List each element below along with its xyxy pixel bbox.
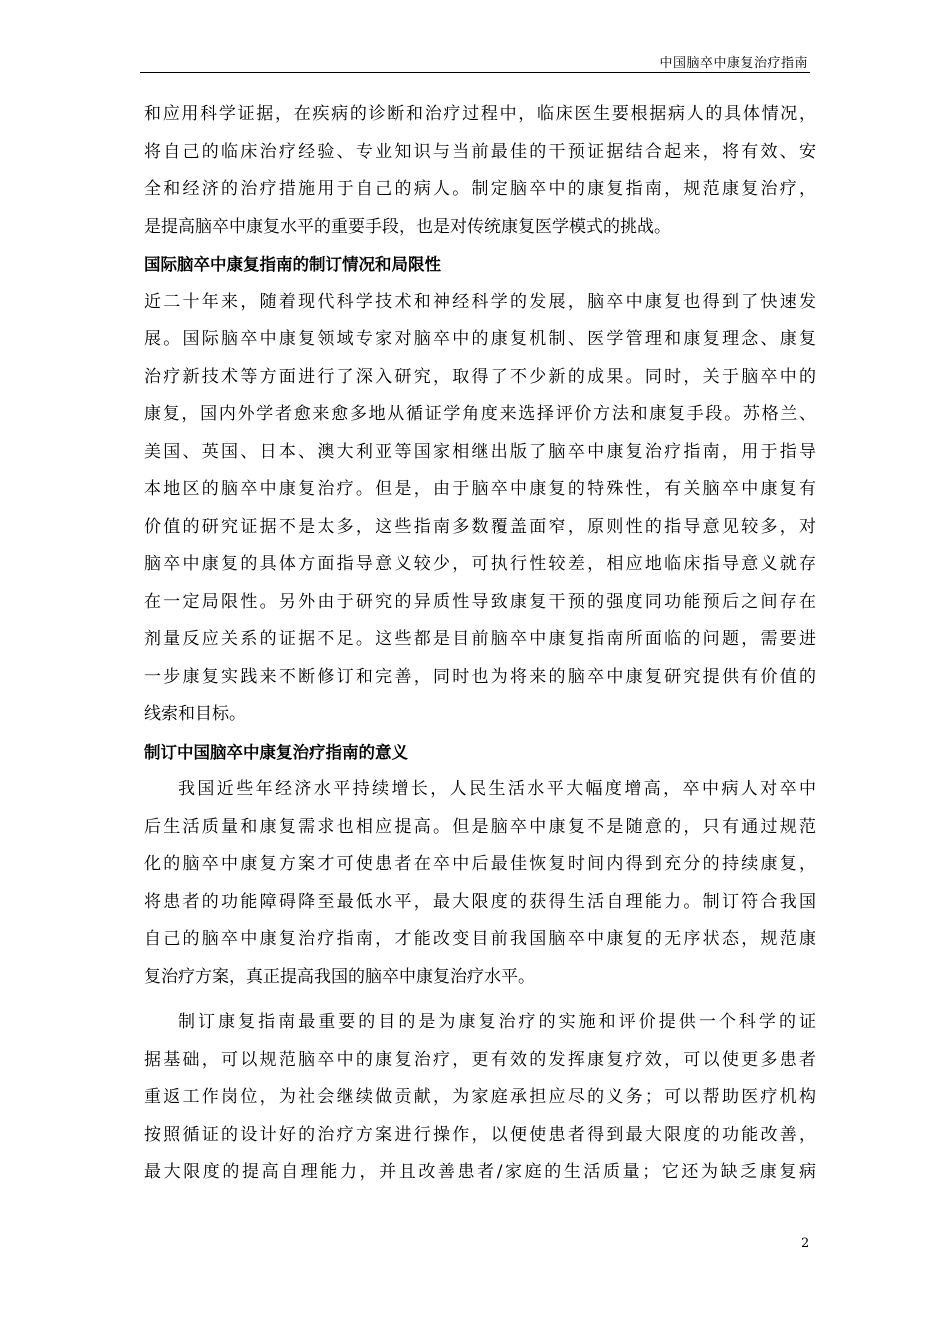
text-line: 价值的研究证据不是太多，这些指南多数覆盖面窄，原则性的指导意见较多，对 [144, 516, 816, 537]
text-line: 后生活质量和康复需求也相应提高。但是脑卒中康复不是随意的，只有通过规范 [144, 816, 816, 837]
text-line: 本地区的脑卒中康复治疗。但是，由于脑卒中康复的特殊性，有关脑卒中康复有 [144, 479, 816, 499]
text-line: 将自己的临床治疗经验、专业知识与当前最佳的干预证据结合起来，将有效、安 [144, 141, 816, 162]
text-line: 将患者的功能障碍降至最低水平，最大限度的获得生活自理能力。制订符合我国 [144, 891, 816, 912]
text-line: 重返工作岗位，为社会继续做贡献，为家庭承担应尽的义务；可以帮助医疗机构 [144, 1087, 816, 1107]
text-line: 化的脑卒中康复方案才可使患者在卒中后最佳恢复时间内得到充分的持续康复， [144, 854, 816, 874]
paragraph-1 [144, 96, 816, 246]
text-line: 全和经济的治疗措施用于自己的病人。制定脑卒中的康复指南，规范康复治疗， [144, 179, 816, 199]
page-header [140, 50, 810, 73]
text-line: 在一定局限性。另外由于研究的异质性导致康复干预的强度同功能预后之间存在 [144, 591, 816, 612]
text-line: 展。国际脑卒中康复领域专家对脑卒中的康复机制、医学管理和康复理念、康复 [144, 329, 816, 349]
paragraph-3 [144, 771, 816, 996]
text-line: 自己的脑卒中康复治疗指南，才能改变目前我国脑卒中康复的无序状态，规范康 [144, 929, 816, 949]
text-line: 制订康复指南最重要的目的是为康复治疗的实施和评价提供一个科学的证 [178, 1012, 816, 1032]
paragraph-2 [144, 284, 816, 734]
section-heading-international: 国际脑卒中康复指南的制订情况和局限性 [144, 255, 441, 274]
text-line: 和应用科学证据，在疾病的诊断和治疗过程中，临床医生要根据病人的具体情况， [144, 104, 816, 124]
text-line: 一步康复实践来不断修订和完善，同时也为将来的脑卒中康复研究提供有价值的 [144, 666, 816, 687]
text-line: 最大限度的提高自理能力，并且改善患者/家庭的生活质量；它还为缺乏康复病 [144, 1162, 816, 1182]
text-line: 线索和目标。 [144, 704, 246, 724]
paragraph-4 [144, 1004, 816, 1192]
text-line: 治疗新技术等方面进行了深入研究，取得了不少新的成果。同时，关于脑卒中的 [144, 366, 816, 387]
text-line: 是提高脑卒中康复水平的重要手段，也是对传统康复医学模式的挑战。 [144, 216, 671, 237]
text-line: 康复，国内外学者愈来愈多地从循证学角度来选择评价方法和康复手段。苏格兰、 [144, 404, 816, 424]
page-number: 2 [801, 1236, 810, 1251]
document-body [144, 96, 816, 1192]
text-line: 近二十年来，随着现代科学技术和神经科学的发展，脑卒中康复也得到了快速发 [144, 291, 816, 312]
header-title: 中国脑卒中康复治疗指南 [659, 56, 808, 71]
text-line: 据基础，可以规范脑卒中的康复治疗，更有效的发挥康复疗效，可以使更多患者 [144, 1049, 816, 1070]
text-line: 按照循证的设计好的治疗方案进行操作，以便使患者得到最大限度的功能改善， [144, 1124, 816, 1145]
text-line: 我国近些年经济水平持续增长，人民生活水平大幅度增高，卒中病人对卒中 [178, 779, 816, 799]
text-line: 美国、英国、日本、澳大利亚等国家相继出版了脑卒中康复治疗指南，用于指导 [144, 441, 816, 462]
text-line: 剂量反应关系的证据不足。这些都是目前脑卒中康复指南所面临的问题，需要进 [144, 629, 816, 649]
section-heading-significance: 制订中国脑卒中康复治疗指南的意义 [144, 742, 408, 762]
text-line: 复治疗方案，真正提高我国的脑卒中康复治疗水平。 [144, 966, 535, 987]
text-line: 脑卒中康复的具体方面指导意义较少，可执行性较差，相应地临床指导意义就存 [144, 554, 816, 574]
